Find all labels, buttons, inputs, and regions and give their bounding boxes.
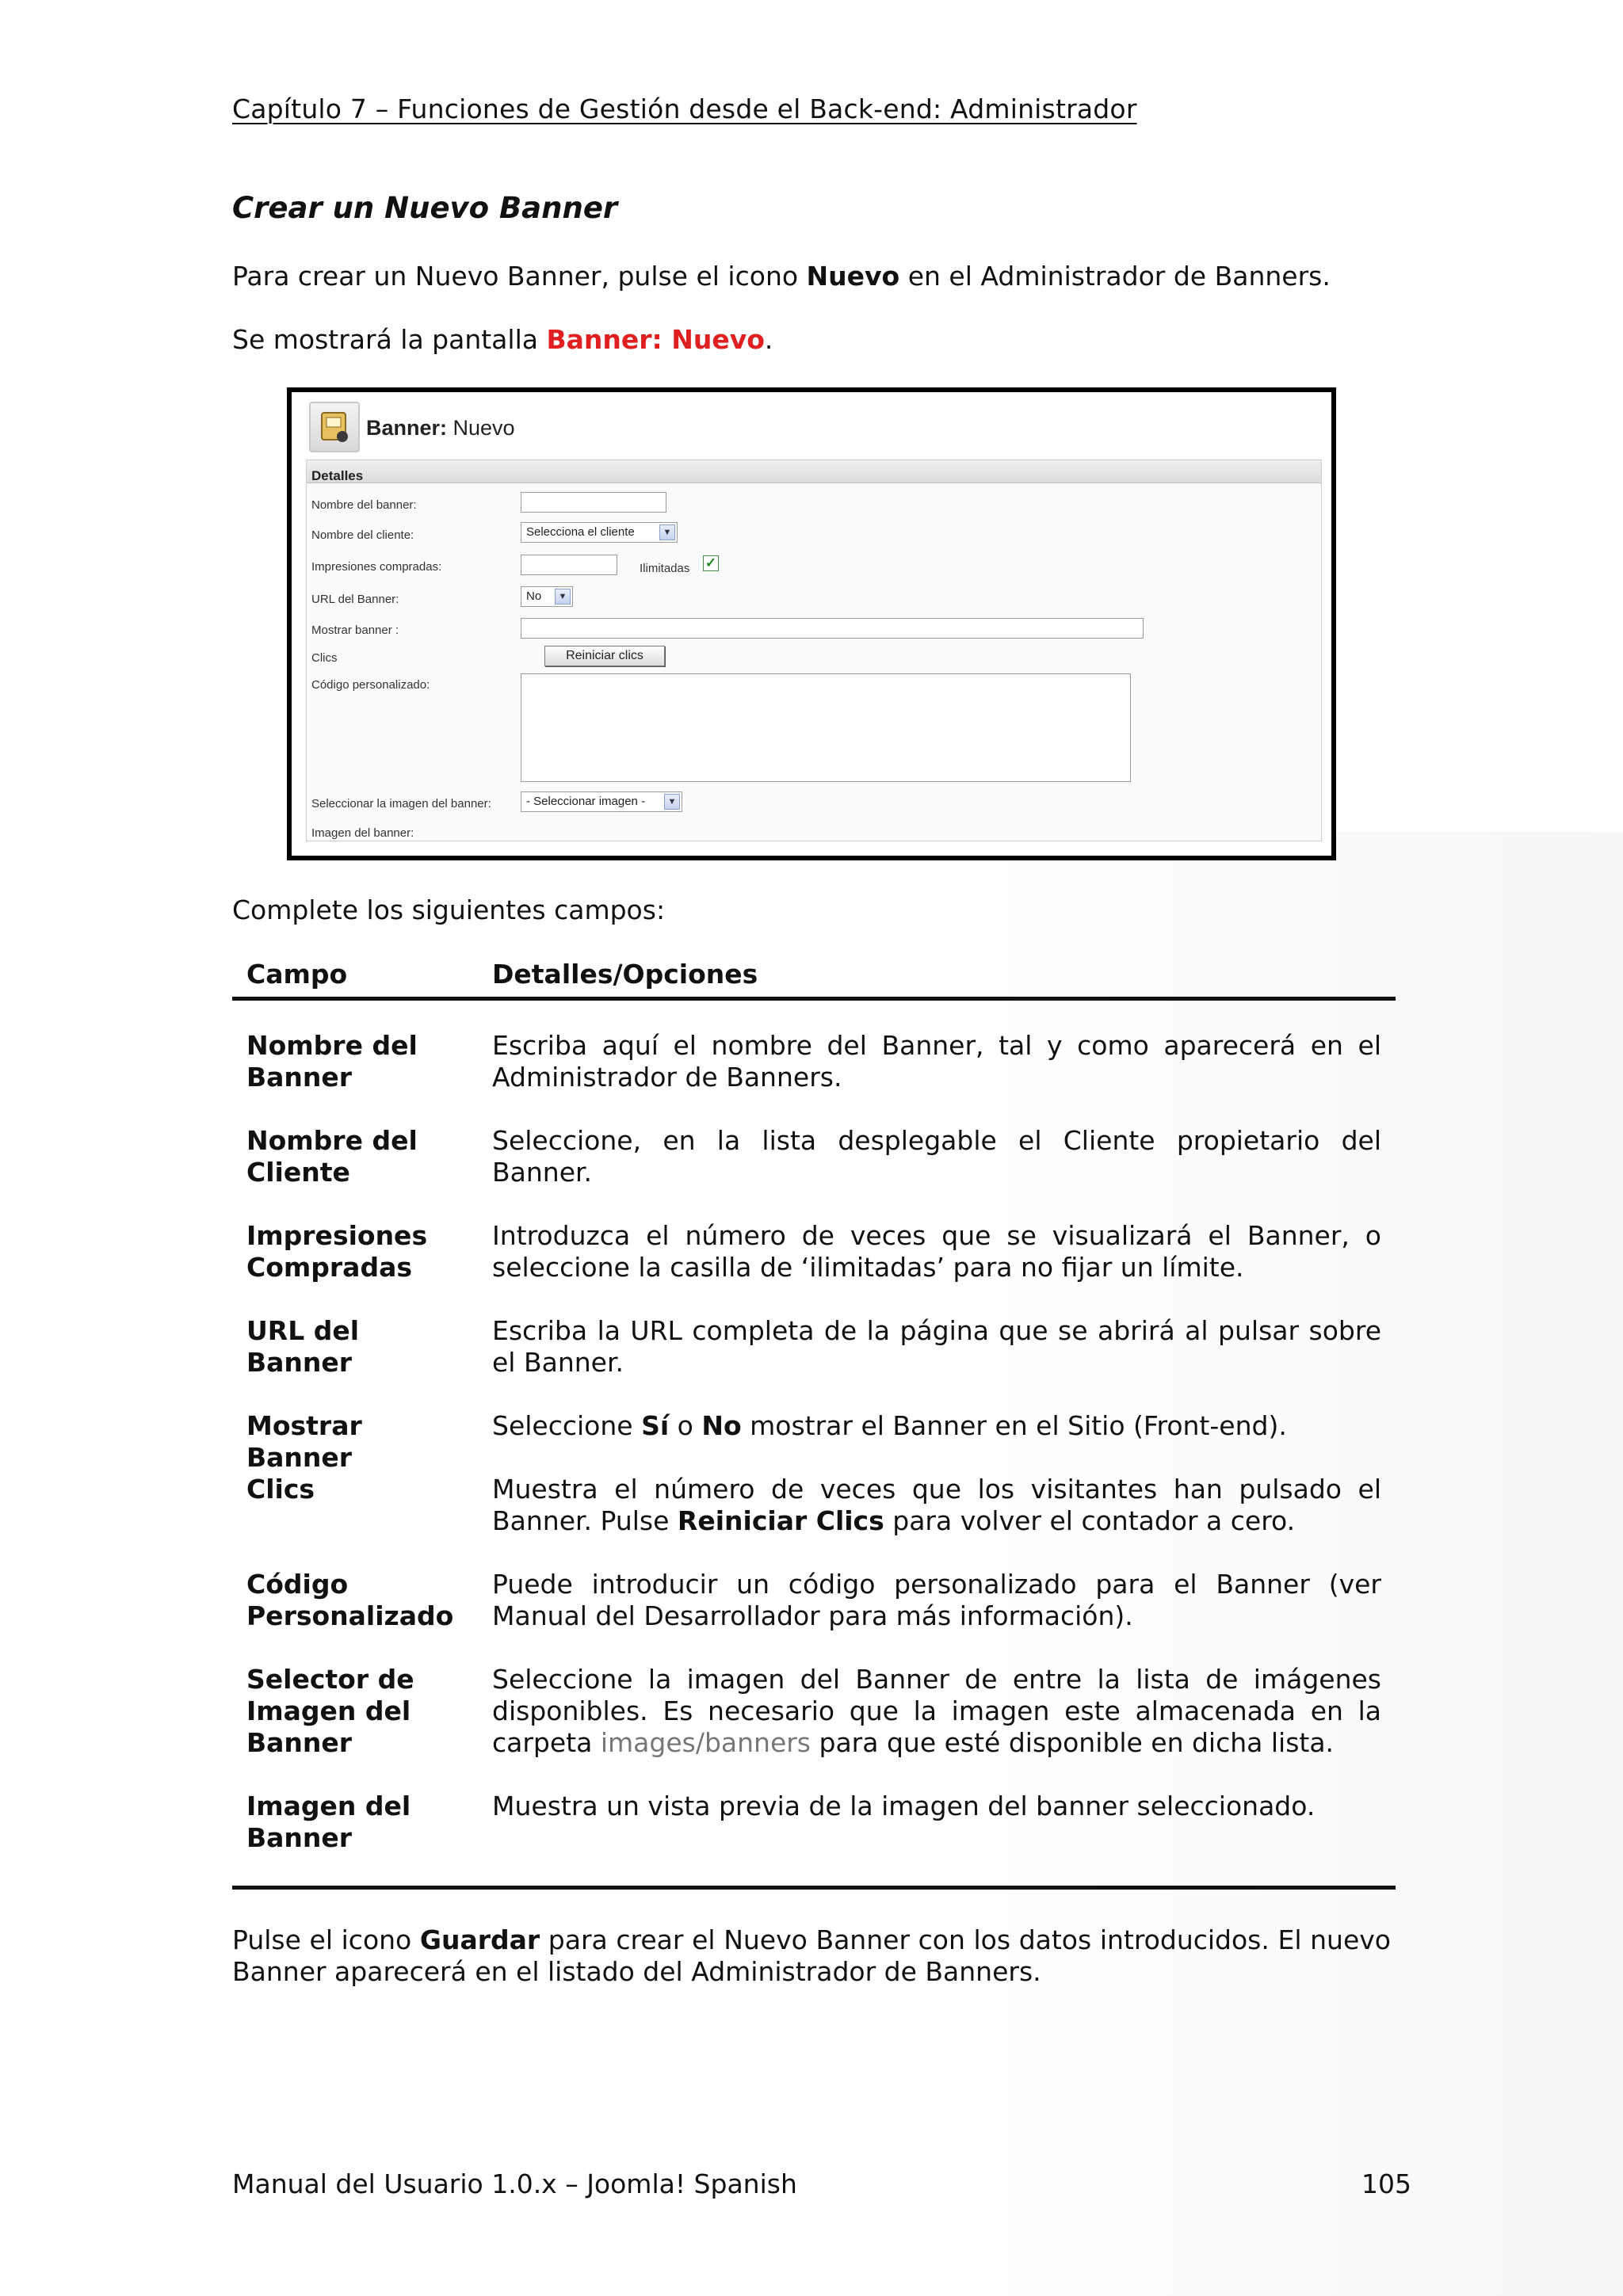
label-impresiones: Impresiones compradas:	[311, 560, 442, 574]
field-description: Seleccione, en la lista desplegable el Cliente propietario del Banner.	[492, 1125, 1381, 1188]
table-header-field: Campo	[246, 959, 348, 990]
footer-manual-title: Manual del Usuario 1.0.x – Joomla! Spanish	[232, 2168, 797, 2199]
field-name: Impresiones Compradas	[246, 1220, 428, 1283]
chevron-down-icon: ▼	[659, 524, 675, 540]
label-ilimitadas: Ilimitadas	[640, 562, 690, 575]
show-banner-field[interactable]	[521, 618, 1144, 639]
label-imagen: Imagen del banner:	[311, 826, 414, 840]
table-header-details: Detalles/Opciones	[492, 959, 758, 990]
label-mostrar: Mostrar banner :	[311, 624, 399, 637]
screen-name-highlight: Banner: Nuevo	[546, 324, 765, 355]
details-legend: Detalles	[307, 460, 1321, 483]
details-panel	[306, 460, 1322, 841]
chevron-down-icon: ▼	[555, 589, 571, 605]
chevron-down-icon: ▼	[664, 794, 680, 810]
field-description: Seleccione Sí o No mostrar el Banner en el Sitio (Front-end).	[492, 1410, 1287, 1441]
field-description: Introduzca el número de veces que se visualizará el Banner, o seleccione la casilla de ‘ilimitadas’ para no fijar un límite.	[492, 1220, 1381, 1283]
client-select[interactable]: Selecciona el cliente ▼	[521, 522, 678, 543]
screenshot-banner-nuevo	[287, 387, 1336, 860]
label-url: URL del Banner:	[311, 593, 399, 606]
impressions-input[interactable]	[521, 555, 617, 575]
banner-icon	[309, 402, 360, 452]
field-description: Escriba aquí el nombre del Banner, tal y como aparecerá en el Administrador de Banners.	[492, 1030, 1381, 1093]
url-select[interactable]: No ▼	[521, 586, 573, 607]
field-name: Nombre del Banner	[246, 1030, 418, 1093]
intro-paragraph-2: Se mostrará la pantalla Banner: Nuevo.	[232, 324, 773, 355]
field-name: Código Personalizado	[246, 1569, 454, 1631]
label-clics: Clics	[311, 651, 338, 665]
field-description: Puede introducir un código personalizado para el Banner (ver Manual del Desarrollador para más información).	[492, 1569, 1381, 1631]
reset-clicks-button[interactable]: Reiniciar clics	[544, 646, 665, 666]
field-name: Imagen del Banner	[246, 1791, 411, 1853]
label-seleccionar-imagen: Seleccionar la imagen del banner:	[311, 797, 491, 810]
label-nombre-banner: Nombre del banner:	[311, 498, 417, 512]
custom-code-textarea[interactable]	[521, 673, 1131, 782]
banners-folder-path: images/banners	[600, 1727, 812, 1758]
unlimited-checkbox[interactable]: ✓	[703, 555, 719, 571]
field-name: Mostrar Banner	[246, 1410, 362, 1473]
banner-name-input[interactable]	[521, 492, 666, 513]
label-nombre-cliente: Nombre del cliente:	[311, 528, 414, 542]
field-description: Muestra un vista previa de la imagen del banner seleccionado.	[492, 1791, 1316, 1821]
closing-paragraph: Pulse el icono Guardar para crear el Nuevo Banner con los datos introducidos. El nuevo Banner aparecerá en el listado del Administrador de Banners.	[232, 1924, 1391, 1987]
section-title: Crear un Nuevo Banner	[232, 191, 618, 225]
field-name: URL del Banner	[246, 1315, 360, 1378]
screenshot-title: Banner: Nuevo	[366, 416, 515, 440]
image-select[interactable]: - Seleccionar imagen - ▼	[521, 791, 682, 812]
table-bottom-rule	[232, 1886, 1396, 1890]
field-name: Nombre del Cliente	[246, 1125, 418, 1188]
field-name: Selector de Imagen del Banner	[246, 1664, 414, 1758]
field-name: Clics	[246, 1474, 315, 1505]
complete-fields-text: Complete los siguientes campos:	[232, 894, 666, 925]
field-description: Muestra el número de veces que los visitantes han pulsado el Banner. Pulse Reiniciar Clics para volver el contador a cero.	[492, 1474, 1381, 1536]
chapter-header: Capítulo 7 – Funciones de Gestión desde el Back-end: Administrador	[232, 93, 1137, 124]
label-codigo: Código personalizado:	[311, 678, 430, 692]
table-header-rule	[232, 997, 1396, 1001]
intro-paragraph-1: Para crear un Nuevo Banner, pulse el icono Nuevo en el Administrador de Banners.	[232, 261, 1331, 292]
field-description: Seleccione la imagen del Banner de entre la lista de imágenes disponibles. Es necesario que la imagen este almacenada en la carpeta images/banners para que esté disponible en dicha lista.	[492, 1664, 1381, 1758]
field-description: Escriba la URL completa de la página que se abrirá al pulsar sobre el Banner.	[492, 1315, 1381, 1378]
page-number: 105	[1361, 2168, 1411, 2199]
